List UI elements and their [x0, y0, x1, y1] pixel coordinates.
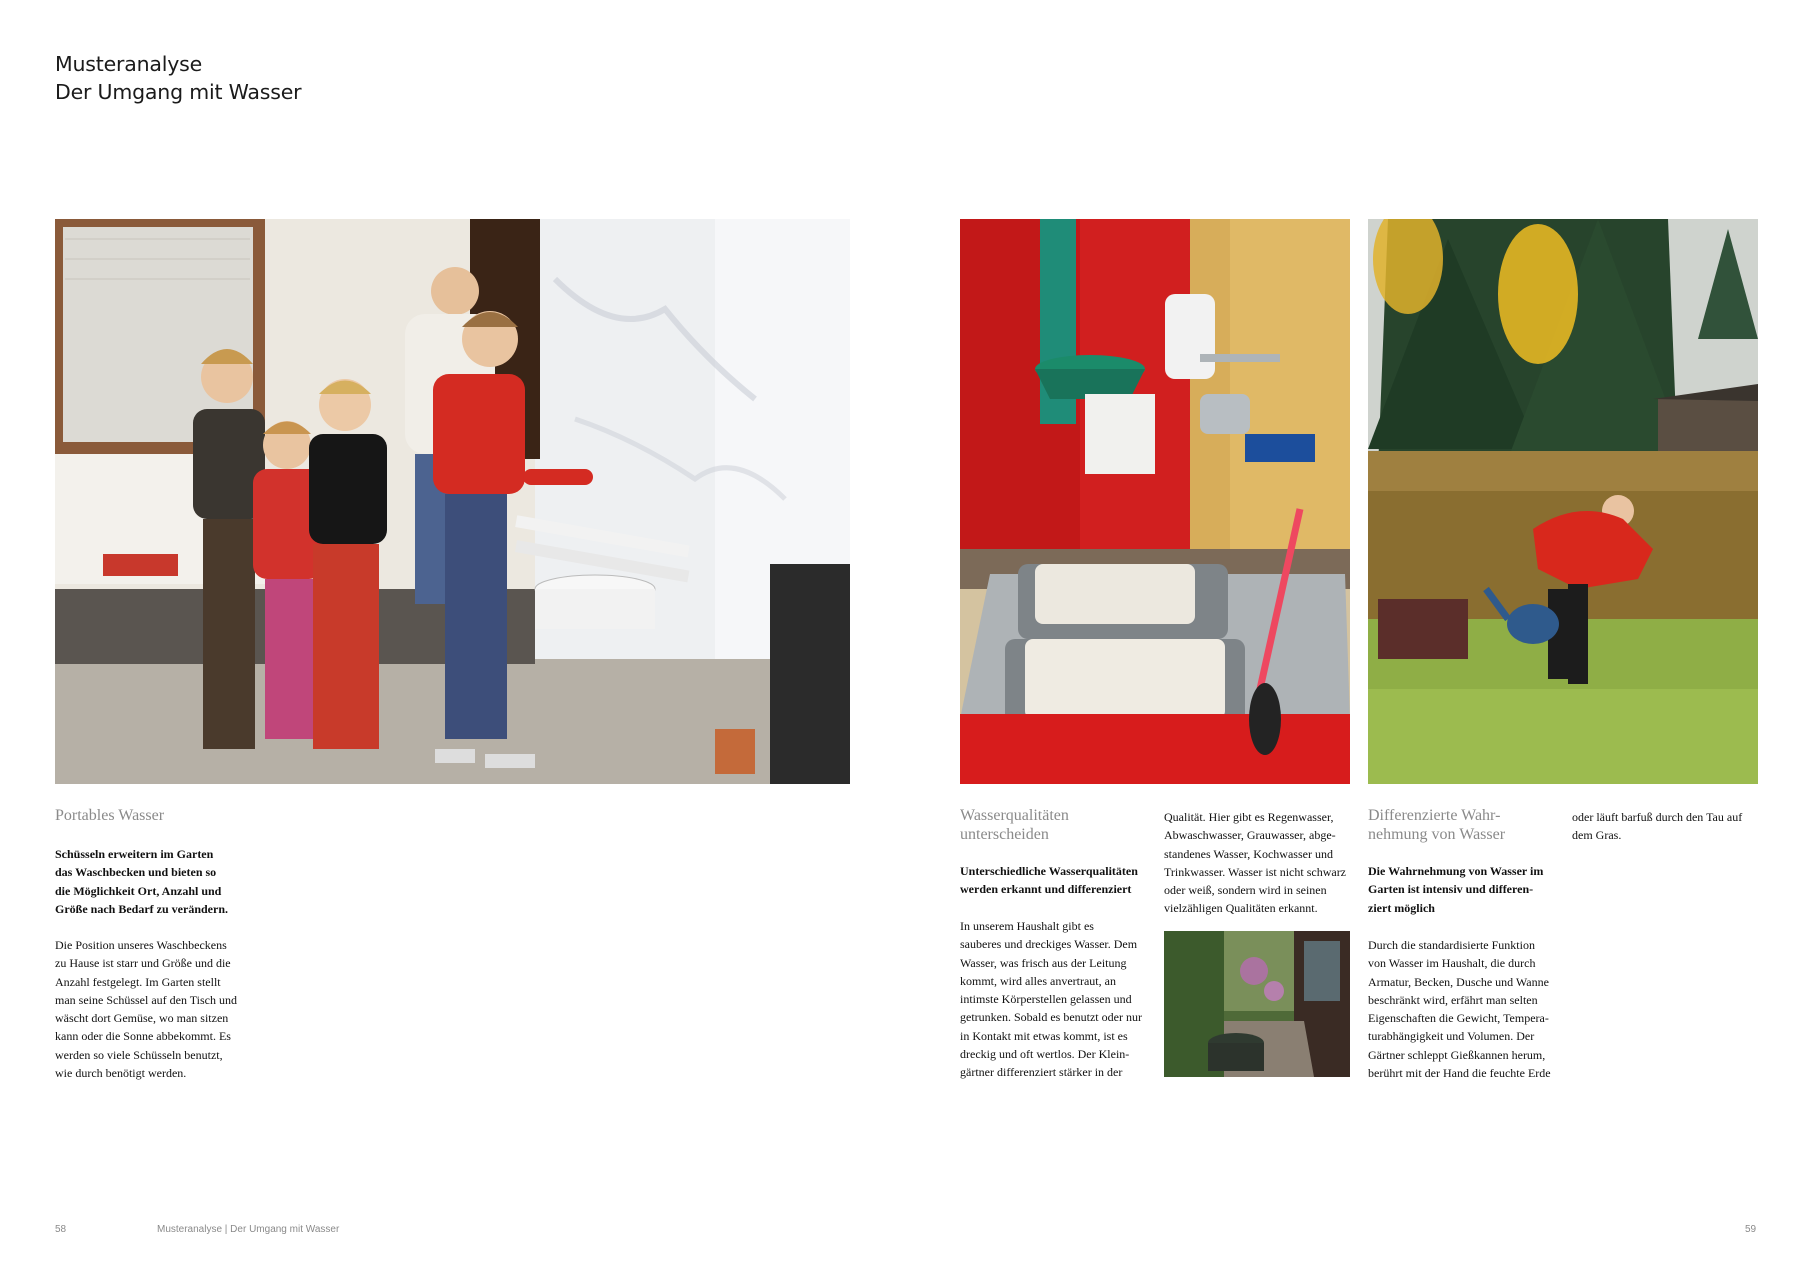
running-title: Musteranalyse | Der Umgang mit Wasser — [157, 1224, 340, 1235]
photo-garden-watering — [1368, 219, 1758, 784]
page-header — [55, 50, 301, 106]
photo-family-washing — [55, 219, 850, 784]
section-heading-portables-wasser: Portables Wasser — [55, 807, 165, 824]
body-paragraph-differenzierte-wahrnehmung: Durch die standardisierte Funktion von Wasser im Haushalt, die durch Armatur, Becken, Dusche und Wanne beschränkt wird, erfährt man selten Eigenschaften die Gewicht, Tempera- turabhängigkeit und Volumen. Der Gärtner schleppt Gießkannen herum, berührt mit der Hand die feuchte Erde — [1368, 938, 1551, 1081]
photo-outdoor-sink — [960, 219, 1350, 784]
body-paragraph-wasserqualitaeten: In unserem Haushalt gibt es sauberes und dreckiges Wasser. Dem Wasser, was frisch aus der Leitung kommt, wird alles anvertraut, an intimste Körperstellen gelassen und getrunken. Sobald es benutzt oder nur in Kontakt mit etwas kommt, ist es dreckig und oft wertlos. Der Klein- gärtner differenziert stärker in der — [960, 919, 1142, 1080]
lead-paragraph-portables-wasser: Schüsseln erweitern im Garten das Waschbecken und bieten so die Möglichkeit Ort, Anzahl und Größe nach Bedarf zu verändern. — [55, 847, 228, 916]
section-heading-wasserqualitaeten: Wasserqualitäten unterscheiden — [960, 807, 1069, 843]
page-number-left: 58 — [55, 1224, 67, 1235]
body-paragraph-continued-gras: oder läuft barfuß durch den Tau auf dem Gras. — [1572, 810, 1743, 843]
lead-paragraph-wasserqualitaeten: Unterschiedliche Wasserqualitäten werden erkannt und differenziert — [960, 864, 1138, 897]
page-number-right: 59 — [1745, 1224, 1757, 1235]
header-subtitle: Der Umgang mit Wasser — [55, 80, 302, 104]
section-heading-differenzierte-wahrnehmung: Differenzierte Wahr- nehmung von Wasser — [1368, 807, 1506, 843]
body-paragraph-continued-qualitaet: Qualität. Hier gibt es Regenwasser, Abwaschwasser, Grauwasser, abge- standenes Wasser, Kochwasser und Trinkwasser. Wasser ist nicht schwarz oder weiß, sondern wird in seinen vielzähligen Qualitäten erkannt. — [1164, 810, 1347, 916]
lead-paragraph-differenzierte-wahrnehmung: Die Wahrnehmung von Wasser im Garten ist intensiv und differen- ziert möglich — [1368, 864, 1544, 915]
header-title: Musteranalyse — [55, 52, 203, 76]
body-paragraph-portables-wasser: Die Position unseres Waschbeckens zu Hause ist starr und Größe und die Anzahl festgelegt. Im Garten stellt man seine Schüssel auf den Tisch und wäscht dort Gemüse, wo man sitzen kann oder die Sonne abbekommt. Es werden so viele Schüsseln benutzt, wie durch benötigt werden. — [55, 938, 237, 1081]
photo-garden-path — [1164, 931, 1350, 1077]
